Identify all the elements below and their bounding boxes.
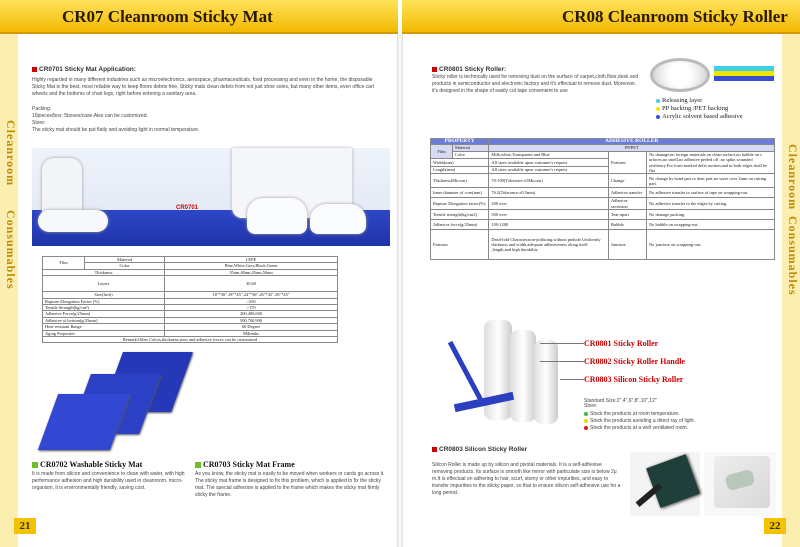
table-row-result: No bubble on wrapping-out. — [647, 220, 775, 230]
section-title-cr0701: CR0701 Sticky Mat Application: — [32, 66, 136, 73]
table-row-label: Tensile Strength(kg/cm²) — [43, 305, 165, 311]
sticky-rollers-photo — [434, 318, 574, 436]
table-row-value: 30,60 — [165, 276, 338, 292]
legend-backing: PP backing /PET backing — [656, 105, 728, 112]
bullet-square-icon — [432, 67, 437, 72]
table-row-label: Size(Inch) — [43, 292, 165, 298]
features-text: No damage,no foreign materials on clean surface,no bubble on s urfaces,no smell,no adhesive peeled off ,no spike,wounded resiliency.For form marked defer motion,and in both edges shall be flat — [647, 151, 775, 174]
table-row-value: >170 — [165, 305, 338, 311]
left-header-bar — [0, 0, 398, 34]
right-side-gutter — [782, 34, 800, 547]
cr0701-photo-label: CR0701 — [176, 205, 199, 211]
sticky-roller-spec-table — [430, 138, 775, 260]
table-row-result: No change by bond part or dent part,no wave over 2mm on cutting part. — [647, 174, 775, 188]
packing-text: 10pieces/box; 5boxes/case.Also can be customized. — [32, 113, 148, 119]
table-row-label: Adhesive Force(g/25mm) — [43, 311, 165, 317]
dot-icon — [584, 426, 588, 430]
dot-icon — [584, 419, 588, 423]
right-header-bar — [402, 0, 800, 34]
store-text: The sticky mat should be put flatly and avoiding light in normal temperature. — [32, 127, 200, 133]
right-side-word-bottom: Consumables — [786, 216, 800, 296]
color-label: Color — [453, 151, 489, 159]
leader-line — [540, 361, 584, 362]
store-item: Stock the products avoiding a direct ray of light. — [584, 418, 695, 425]
table-row-value: 500 over — [489, 210, 609, 220]
table-row-result: No adhesive transfer to the edges by cutting. — [647, 198, 775, 210]
table-row-label: Inner diameter of core(mm) — [431, 188, 489, 198]
table-row-result: No damage packing. — [647, 210, 775, 220]
material-value: PP/PET — [489, 145, 775, 151]
table-row-value: All sizes available upon customer's request — [489, 159, 609, 167]
cr0701-description: Highly regarded in many different industries such as microelectronics, aerospace, pharmaceuticals, food processing and even in the home, the disposable Sticky Mat is the best, most reliable way to keep floors debris free. Sticky mats clean debris from not just shoe soles, but many other items, even office cart wheels and the bottoms of chair legs, right before entering a sanitary area. — [32, 77, 374, 97]
right-page-title: CR08 Cleanroom Sticky Roller — [562, 7, 788, 26]
table-row-value: 8Months — [165, 330, 338, 336]
table-remark: Remark:Other Colors,thickness,sizes and adhesive forces can be customized — [43, 337, 338, 343]
layer-stripe — [714, 76, 774, 81]
table-row-value: 18"*36",18"*45",24"*36",26"*45",36"*45" — [165, 292, 338, 298]
left-page-number: 21 — [14, 518, 36, 534]
features-label: Features — [609, 151, 647, 174]
adhesive-roller-header: ADHESIVE ROLLER — [489, 139, 775, 145]
table-row-value: 100-1200 — [489, 220, 609, 230]
blue-sticky-mats-photo — [40, 352, 190, 452]
color-value: Milk,white,Transparent and Blue — [489, 151, 609, 159]
dot-icon — [656, 115, 660, 119]
table-row-label: Rupture Elongation factor(%) — [431, 198, 489, 210]
table-row-check: Adhesive transfer — [609, 188, 647, 198]
table-row-label: Thickness(Micron) — [431, 174, 489, 188]
table-row-result: No adhesive transfer to surface of tape on wrapping-out. — [647, 188, 775, 198]
roll-diagram — [650, 58, 710, 92]
store-item: Stock the products at a well ventilated room. — [584, 425, 688, 432]
leader-line — [540, 343, 584, 344]
table-row-value: 500,700,900 — [165, 317, 338, 323]
section-title-cr0803: CR0803 Silicon Sticky Roller — [432, 446, 527, 453]
product-label-cr0803: CR0803 Silicon Sticky Roller — [584, 375, 684, 384]
cr0703-description: As you know, the sticky mat is easily to be moved when workers or cards go across it. The sticky mat frame is designed to fix this problem, which is applied to fix the sticky mat. The special adhesion is applied to the frame which makes the sticky mat firmly sticky the frame. — [195, 471, 385, 498]
film-label: Film — [43, 257, 85, 270]
table-row-label: Heat-resistant Range — [43, 324, 165, 330]
silicon-roller-use-photo — [704, 452, 776, 516]
property-header: PROPERTY — [431, 139, 489, 145]
table-row-value: Dead-fold Character,non-polluting,without pinhole.Uniformly thickness and width,adequate adhesiveness along itself ,length,and high durability — [489, 230, 609, 260]
table-row-label: Layers — [43, 276, 165, 292]
table-row-value: All sizes available upon customer's request — [489, 166, 609, 174]
product-label-cr0801: CR0801 Sticky Roller — [584, 339, 659, 348]
standard-size: Standard Size:2",4",6",8",10",12" — [584, 398, 657, 404]
right-side-word-top: Cleanroom — [786, 144, 800, 211]
store-item: Stock the products at room temperature. — [584, 411, 680, 418]
table-row-label: Adhesive of bottom(g/25mm) — [43, 317, 165, 323]
table-row-value: >250 — [165, 298, 338, 304]
left-side-gutter — [0, 34, 18, 547]
right-store-label: Store: — [584, 403, 598, 409]
table-row-label: Adhesive force(g/25mm) — [431, 220, 489, 230]
store-label: Store: — [32, 120, 46, 126]
film-label: Film — [431, 145, 453, 159]
table-row-result: No juncture on wrapping-out. — [647, 230, 775, 260]
table-row-label: Width(mm) — [431, 159, 489, 167]
cr0803-description: Silicon Roller is made up by silicon and pivotal materials. It is a self-adhesive removing products. Its surface is smooth like mirror with particulate size is below 2μ m.It is effectual on adhering to hair, scurf, stomy or other impurities, and easy to transfer impurities to the sticky paper, so that to ensure silicon self-adhesive use for a long period. — [432, 462, 621, 496]
dot-icon — [656, 99, 660, 103]
table-row-value: 76.2(Tolerance:±0.5mm) — [489, 188, 609, 198]
table-row-check: Adhesive secession — [609, 198, 647, 210]
cr0702-title: CR0702 Washable Sticky Mat — [32, 460, 142, 469]
material-label: Material — [453, 145, 489, 151]
table-row-value: 35um,40um,45um,50um — [165, 269, 338, 275]
dot-icon — [656, 107, 660, 111]
left-side-word-top: Cleanroom — [4, 120, 18, 187]
leader-line — [560, 379, 584, 380]
table-row-value: 200,400,600 — [165, 311, 338, 317]
section-title-cr0801: CR0801 Sticky Roller: — [432, 66, 506, 73]
cr0702-description: It is made from silicon and convenience to clean with water, with high performance adhesion and high durability used in cleanroom, micro-organism, it is environmentally friendly, saving cost. — [32, 471, 185, 491]
left-side-word-bottom: Consumables — [4, 210, 18, 290]
cr0801-description: Sticky roller is technically used for removing dust on the surface of carpet,cloth,floor,desk and products in semiconductor and electronic factory and it's effectual to remove dust. Moreover, it's designed in the shape of easily cut tape convenient to use — [432, 74, 639, 94]
table-row-label: Aging Properties — [43, 330, 165, 336]
cr0703-title: CR0703 Sticky Mat Frame — [195, 460, 295, 469]
dot-icon — [584, 412, 588, 416]
table-row-label: Thickness — [43, 269, 165, 275]
table-row-label: Features — [431, 230, 489, 260]
legend-adhesive: Acrylic solvent based adhesive — [656, 113, 743, 120]
product-label-cr0802: CR0802 Sticky Roller Handle — [584, 357, 685, 366]
material-value: LEPE — [165, 257, 338, 263]
table-row-check: Juncture — [609, 230, 647, 260]
packing-label: Packing: — [32, 106, 52, 112]
bullet-square-icon — [432, 447, 437, 452]
table-row-value: 60 Degree — [165, 324, 338, 330]
legend-releasing-layer: Releasing layer — [656, 97, 702, 104]
table-row-label: Rupture Elongation Factor (%) — [43, 298, 165, 304]
table-row-check: Bubble — [609, 220, 647, 230]
silicon-roller-photo — [630, 452, 700, 516]
table-row-label: Length(mm) — [431, 166, 489, 174]
table-row-value: 200 over — [489, 198, 609, 210]
table-row-value: 70-100(Tolerance:±5Micron) — [489, 174, 609, 188]
material-label: Material — [85, 257, 165, 263]
bullet-square-icon — [32, 67, 37, 72]
table-row-check: Tear-apart — [609, 210, 647, 220]
cleanroom-shoes-photo — [32, 148, 390, 246]
table-row-label: Tensile strength(kg/cm2) — [431, 210, 489, 220]
green-square-icon — [195, 462, 201, 468]
color-value: Blue,White,Grey,Black,Green — [165, 263, 338, 269]
left-page-title: CR07 Cleanroom Sticky Mat — [62, 7, 273, 26]
green-square-icon — [32, 462, 38, 468]
center-fold — [397, 34, 403, 547]
sticky-mat-spec-table — [42, 256, 338, 343]
right-page-number: 22 — [764, 518, 786, 534]
table-row-check: Change — [609, 174, 647, 188]
color-label: Color — [85, 263, 165, 269]
